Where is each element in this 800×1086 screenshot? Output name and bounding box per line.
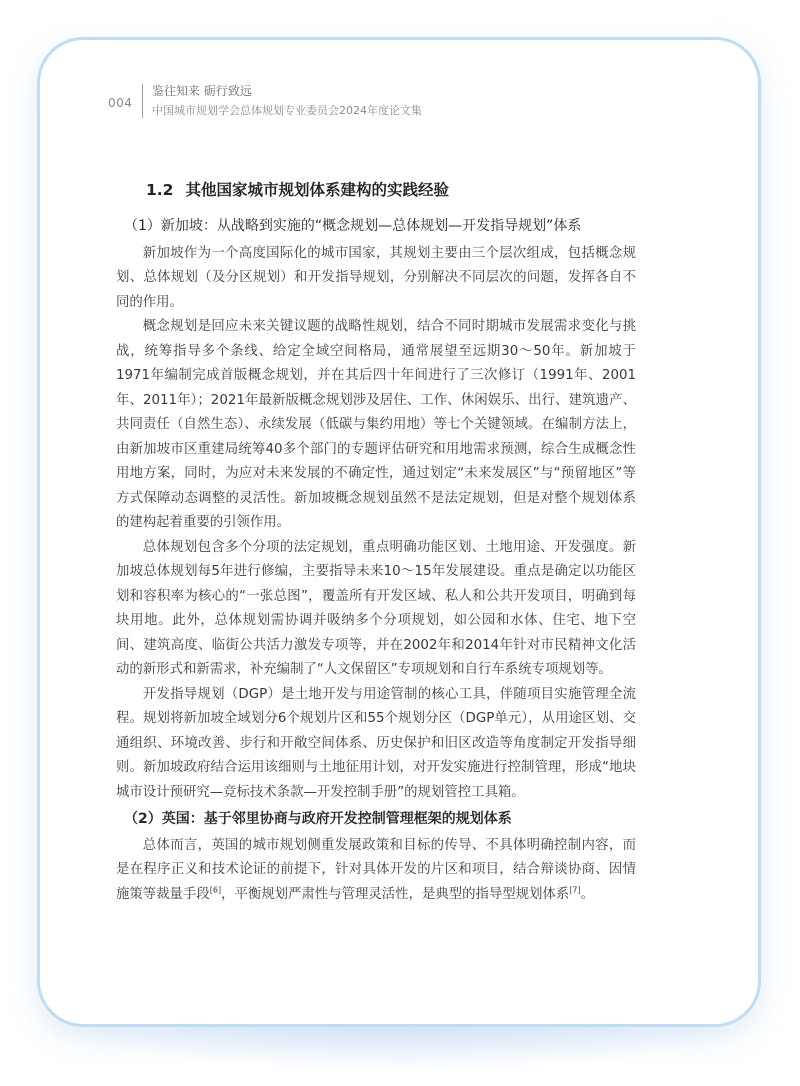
text-run: ，平衡规划严肃性与管理灵活性，是典型的指导型规划体系 <box>221 886 570 902</box>
section-title: 其他国家城市规划体系建构的实践经验 <box>185 181 449 199</box>
citation-ref: [6] <box>209 885 222 895</box>
paragraph: 总体规划包含多个分项的法定规划，重点明确功能区划、土地用途、开发强度。新加坡总体规划每5年进行修编，主要指导未来10～15年发展建设。重点是确定以功能区划和容积率为核心的“一张总图”，覆盖所有开发区域、私人和公共开发项目，明确到每块用地。此外，总体规划需协调并吸纳多个分项规划，如公园和水体、住宅、地下空间、建筑高度、临街公共活力激发专项等，并在2002年和2014年针对市民精神文化活动的新形式和新需求，补充编制了“人文保留区”专项规划和自行车系统专项规划等。 <box>116 539 636 677</box>
text-run: 。 <box>580 886 594 902</box>
book-subtitle: 中国城市规划学会总体规划专业委员会2024年度论文集 <box>152 104 422 117</box>
paragraph: 开发指导规划（DGP）是土地开发与用途管制的核心工具，伴随项目实施管理全流程。规划将新加坡全域划分6个规划片区和55个规划分区（DGP单元），从用途区划、交通组织、环境改善、步行和开敞空间体系、历史保护和旧区改造等角度制定开发指导细则。新加坡政府结合运用该细则与土地征用计划，对开发实施进行控制管理，形成“地块城市设计预研究—竞标技术条款—开发控制手册”的规划管控工具箱。 <box>116 686 636 800</box>
book-title: 鉴往知来 砺行致远 <box>152 84 252 98</box>
subsection-heading-singapore: （1）新加坡：从战略到实施的“概念规划—总体规划—开发指导规划”体系 <box>124 218 582 234</box>
paragraph: 概念规划是回应未来关键议题的战略性规划，结合不同时期城市发展需求变化与挑战，统筹指导多个条线、给定全域空间格局，通常展望至远期30～50年。新加坡于1971年编制完成首版概念规划，并在其后四十年间进行了三次修订（1991年、2001年、2011年）；2021年最新版概念规划涉及居住、工作、休闲娱乐、出行、建筑遗产、共同责任（自然生态）、永续发展（低碳与集约用地）等七个关键领域。在编制方法上，由新加坡市区重建局统筹40多个部门的专题评估研究和用地需求预测，综合生成概念性用地方案，同时，为应对未来发展的不确定性，通过划定“未来发展区”与“预留地区”等方式保障动态调整的灵活性。新加坡概念规划虽然不是法定规划，但是对整个规划体系的建构起着重要的引领作用。 <box>116 319 636 530</box>
subsection-heading-uk: （2）英国：基于邻里协商与政府开发控制管理框架的规划体系 <box>124 811 512 827</box>
article-body <box>116 178 636 907</box>
section-number: 1.2 <box>146 181 174 199</box>
citation-ref: [7] <box>569 885 581 895</box>
section-heading <box>146 178 636 200</box>
header-divider <box>142 84 143 118</box>
paragraph <box>116 834 636 908</box>
paragraph: 新加坡作为一个高度国际化的城市国家，其规划主要由三个层次组成，包括概念规划、总体规划（及分区规划）和开发指导规划，分别解决不同层次的问题，发挥各自不同的作用。 <box>116 245 636 310</box>
page-number: 004 <box>108 96 133 110</box>
text-run: 总体而言，英国的城市规划侧重发展政策和目标的传导、不具体明确控制内容，而是在程序正义和技术论证的前提下，针对具体开发的片区和项目，结合辩谈协商、因情施策等裁量手段 <box>116 837 636 902</box>
